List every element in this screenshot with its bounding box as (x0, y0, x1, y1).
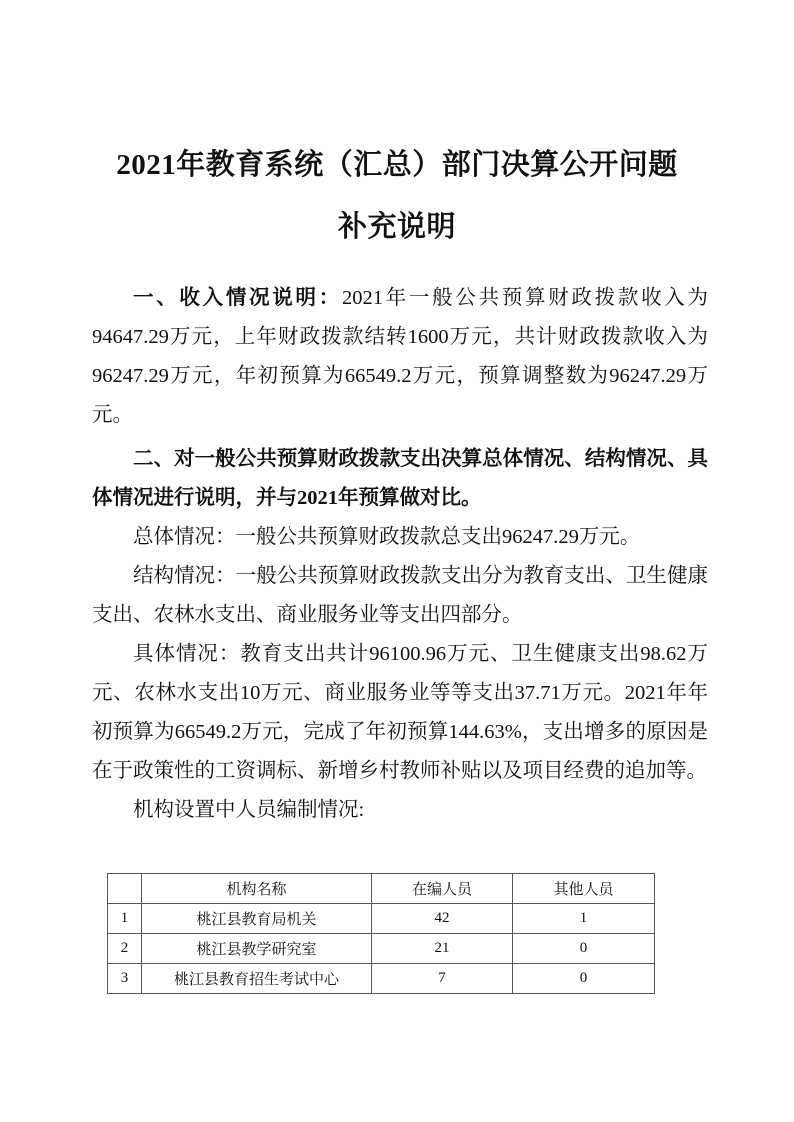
cell-other: 0 (513, 934, 655, 964)
table-row (108, 964, 655, 994)
cell-staffed: 42 (372, 904, 513, 934)
cell-staffed: 7 (372, 964, 513, 994)
document-title-line2: 补充说明 (337, 211, 456, 243)
section-expenditure-heading-text: 二、对一般公共预算财政拨款支出决算总体情况、结构情况、具体情况进行说明，并与2021年预算做对比。 (92, 448, 708, 509)
cell-staffed: 21 (372, 934, 513, 964)
section-income-text: 2021年一般公共预算财政拨款收入为94647.29万元，上年财政拨款结转1600万元，共计财政拨款收入为96247.29万元，年初预算为66549.2万元，预算调整数为96247.29万元。 (92, 287, 709, 426)
cell-name: 桃江县教育局机关 (142, 904, 372, 934)
cell-other: 1 (513, 904, 655, 934)
header-staffed: 在编人员 (372, 874, 513, 904)
section-expenditure-heading (92, 440, 708, 518)
cell-other: 0 (513, 964, 655, 994)
table-row (108, 904, 655, 934)
cell-name: 桃江县教学研究室 (142, 934, 372, 964)
cell-index: 1 (108, 904, 142, 934)
document-title-line1: 2021年教育系统（汇总）部门决算公开问题 (116, 149, 678, 181)
overall-paragraph: 总体情况：一般公共预算财政拨款总支出96247.29万元。 (133, 526, 641, 548)
document-body (92, 279, 708, 830)
detail-paragraph: 具体情况：教育支出共计96100.96万元、卫生健康支出98.62万元、农林水支出10万元、商业服务业等等支出37.71万元。2021年年初预算为66549.2万元，完成了年初预算144.63%，支出增多的原因是在于政策性的工资调标、新增乡村教师补贴以及项目经费的追加等。 (92, 643, 708, 782)
cell-index: 3 (108, 964, 142, 994)
staff-intro: 机构设置中人员编制情况: (133, 799, 365, 821)
structure-paragraph: 结构情况：一般公共预算财政拨款支出分为教育支出、卫生健康支出、农林水支出、商业服务业等支出四部分。 (92, 565, 708, 626)
section-income-heading: 一、收入情况说明： (133, 287, 342, 309)
table-row (108, 934, 655, 964)
header-other: 其他人员 (513, 874, 655, 904)
cell-index: 2 (108, 934, 142, 964)
cell-name: 桃江县教育招生考试中心 (142, 964, 372, 994)
section-income (92, 279, 708, 435)
staff-table (107, 873, 655, 994)
header-index (108, 874, 142, 904)
table-header-row (108, 874, 655, 904)
header-name: 机构名称 (142, 874, 372, 904)
